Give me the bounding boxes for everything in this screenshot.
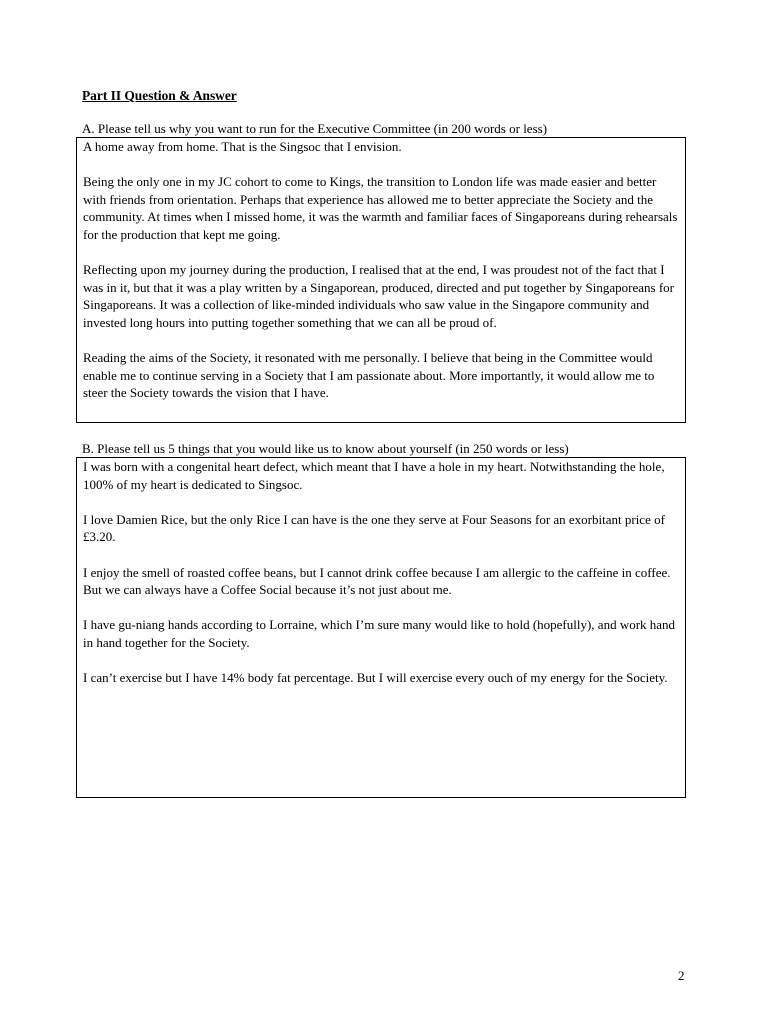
- answer-a-paragraph: A home away from home. That is the Singsoc that I envision.: [83, 139, 402, 154]
- answer-b-paragraph: I was born with a congenital heart defect, which meant that I have a hole in my heart. Notwithstanding the hole, 100% of my heart is dedicated to Singsoc.: [83, 459, 665, 492]
- page-number: 2: [678, 968, 685, 983]
- page-title: Part II Question & Answer: [82, 88, 237, 103]
- answer-a-paragraph: Reflecting upon my journey during the production, I realised that at the end, I was proudest not of the fact that I was in it, but that it was a play written by a Singaporean, produced, directed and put together by Singaporeans for Singaporeans. It was a collection of like-minded individuals who saw value in the Singapore community and invested long hours into putting together something that we can all be proud of.: [83, 262, 674, 330]
- answer-b-paragraph: I enjoy the smell of roasted coffee beans, but I cannot drink coffee because I am allergic to the caffeine in coffee. But we can always have a Coffee Social because it’s not just about me.: [83, 564, 671, 598]
- answer-a-paragraph: Being the only one in my JC cohort to come to Kings, the transition to London life was made easier and better with friends from orientation. Perhaps that experience has allowed me to better appreciate the Society and the community. At times when I missed home, it was the warmth and familiar faces of Singaporeans during rehearsals for the production that kept me going.: [83, 174, 678, 242]
- answer-b-box: [76, 457, 686, 798]
- question-b-prompt: B. Please tell us 5 things that you would like us to know about yourself (in 250 words or less): [82, 441, 569, 456]
- answer-b-paragraph: I can’t exercise but I have 14% body fat percentage. But I will exercise every ouch of my energy for the Society.: [83, 670, 668, 686]
- answer-b-paragraph: I love Damien Rice, but the only Rice I can have is the one they serve at Four Seasons for an exorbitant price of £3.20.: [83, 511, 665, 545]
- answer-b-paragraph: I have gu-niang hands according to Lorraine, which I’m sure many would like to hold (hopefully), and work hand in hand together for the Society.: [83, 617, 676, 650]
- answer-a-box: [76, 137, 686, 423]
- answer-a-paragraph: Reading the aims of the Society, it resonated with me personally. I believe that being in the Committee would enable me to continue serving in a Society that I am passionate about. More importantly, it would allow me to steer the Society towards the vision that I have.: [83, 350, 655, 401]
- question-a-prompt: A. Please tell us why you want to run for the Executive Committee (in 200 words or less): [82, 121, 548, 136]
